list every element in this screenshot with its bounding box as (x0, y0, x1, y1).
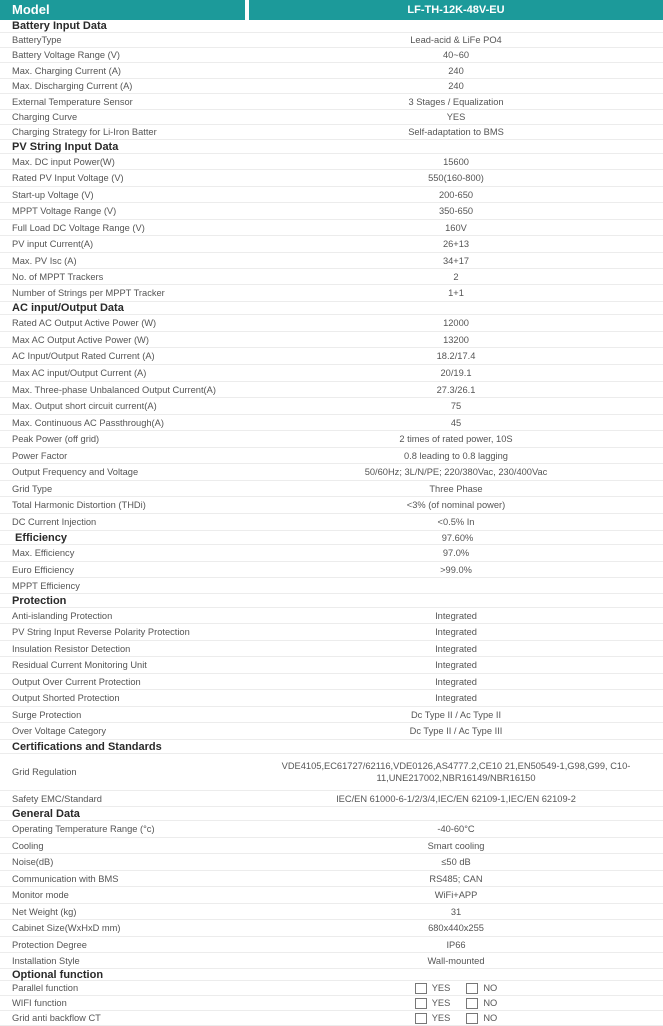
row-value: 18.2/17.4 (436, 351, 476, 361)
row-value: YES (446, 112, 466, 122)
option-label: NO (483, 983, 498, 993)
section-battery (0, 20, 663, 33)
table-row (0, 754, 663, 791)
row-value: 45 (450, 417, 462, 428)
option-label: YES (431, 983, 451, 993)
row-label: Protection Degree (12, 939, 87, 950)
row-label: Euro Efficiency (12, 564, 74, 575)
row-label: Total Harmonic Distortion (THDi) (12, 500, 146, 510)
row-value: <0.5% In (437, 517, 475, 527)
row-label: Battery Voltage Range (V) (12, 50, 121, 60)
section-ac-io (0, 302, 663, 315)
row-label: Number of Strings per MPPT Tracker (12, 288, 165, 298)
section-certifications (0, 740, 663, 754)
row-value: VDE4105,EC61727/62116,VDE0126,AS4777.2,CE10 21,EN50549-1,G98,G99, C10-11,UNE217002,NBR16149/NBR16150 (281, 761, 631, 783)
row-value: Integrated (435, 676, 477, 687)
section-title: AC input/Output Data (12, 302, 124, 314)
row-value: 75 (450, 401, 462, 411)
row-value: IP66 (446, 939, 466, 950)
table-row (0, 1011, 663, 1026)
row-label: Max. Charging Current (A) (12, 65, 122, 76)
row-label: Full Load DC Voltage Range (V) (12, 222, 145, 233)
row-label: Installation Style (12, 955, 80, 966)
table-row (0, 854, 663, 871)
row-label: Charging Strategy for Li-Iron Batter (12, 127, 157, 137)
table-row (0, 887, 663, 904)
row-value: Dc Type II / Ac Type III (409, 726, 503, 736)
row-label: Anti-islanding Protection (12, 610, 113, 621)
row-label: Monitor mode (12, 890, 69, 900)
model-value: LF-TH-12K-48V-EU (249, 0, 663, 20)
table-row (0, 33, 663, 48)
table-row (0, 562, 663, 578)
row-label: Safety EMC/Standard (12, 793, 102, 804)
table-row (0, 707, 663, 723)
row-label: Output Over Current Protection (12, 676, 141, 687)
table-row (0, 838, 663, 854)
row-value: 26+13 (442, 239, 470, 249)
row-label: DC Current Injection (12, 517, 97, 527)
row-value: 50/60Hz; 3L/N/PE; 220/380Vac, 230/400Vac (364, 467, 548, 477)
row-value: Smart cooling (427, 840, 485, 851)
row-value: 160V (445, 222, 467, 233)
table-row (0, 578, 663, 594)
row-label: Max. Three-phase Unbalanced Output Current(A) (12, 384, 216, 395)
row-label: Peak Power (off grid) (12, 434, 100, 444)
row-label: Grid Regulation (12, 767, 77, 777)
row-label: Output Frequency and Voltage (12, 467, 139, 477)
row-label: Max AC Output Active Power (W) (12, 334, 149, 345)
row-value: 2 times of rated power, 10S (399, 434, 513, 444)
row-value: WiFi+APP (434, 890, 478, 900)
row-value: Integrated (435, 693, 477, 703)
row-label: Max. Output short circuit current(A) (12, 401, 157, 411)
checkbox[interactable] (415, 998, 427, 1009)
section-title: PV String Input Data (12, 140, 119, 153)
option-group (249, 1011, 663, 1025)
row-label: Net Weight (kg) (12, 906, 77, 917)
table-row (0, 170, 663, 187)
option-yes[interactable] (415, 1012, 451, 1024)
row-label: Max. DC input Power(W) (12, 156, 115, 167)
table-row (0, 996, 663, 1011)
option-yes[interactable] (415, 997, 451, 1009)
row-label: No. of MPPT Trackers (12, 271, 104, 282)
row-value: 550(160-800) (428, 173, 484, 183)
row-value: Wall-mounted (427, 955, 485, 966)
section-optional (0, 969, 663, 981)
table-row (0, 110, 663, 125)
table-row (0, 187, 663, 203)
table-row (0, 981, 663, 996)
checkbox[interactable] (466, 983, 478, 994)
row-label: External Temperature Sensor (12, 96, 133, 107)
table-row (0, 624, 663, 641)
row-value: 20/19.1 (440, 368, 472, 378)
table-row (0, 481, 663, 497)
table-row (0, 48, 663, 63)
row-label: PV String Input Reverse Polarity Protection (12, 627, 190, 637)
row-value: 200-650 (438, 189, 474, 200)
table-row (0, 398, 663, 415)
table-row (0, 904, 663, 920)
row-label: Charging Curve (12, 112, 78, 122)
option-no[interactable] (466, 1012, 497, 1024)
option-group (249, 996, 663, 1010)
row-value: <3% (of nominal power) (406, 500, 506, 510)
section-title: Protection (12, 594, 67, 607)
table-row (0, 203, 663, 220)
section-title: Battery Input Data (12, 20, 107, 32)
row-value: Integrated (435, 627, 477, 637)
row-label: Over Voltage Category (12, 726, 107, 736)
table-row (0, 365, 663, 382)
table-row (0, 332, 663, 348)
table-row (0, 821, 663, 838)
table-row (0, 674, 663, 690)
row-label: Operating Temperature Range (°c) (12, 824, 155, 834)
row-value: 350-650 (438, 206, 474, 216)
row-label: Grid anti backflow CT (12, 1013, 101, 1023)
row-value: 27.3/26.1 (436, 384, 476, 395)
option-no[interactable] (466, 982, 497, 994)
row-value: 12000 (443, 318, 469, 328)
table-row (0, 497, 663, 514)
row-value: 240 (448, 65, 464, 76)
row-value: Integrated (435, 643, 477, 654)
table-row (0, 415, 663, 431)
row-value: Integrated (435, 610, 477, 621)
row-value: IEC/EN 61000-6-1/2/3/4,IEC/EN 62109-1,IEC/EN 62109-2 (336, 793, 576, 804)
row-label: BatteryType (12, 35, 62, 45)
table-row (0, 791, 663, 807)
row-label: Max. Efficiency (12, 548, 75, 558)
table-row (0, 348, 663, 365)
row-label: Insulation Resistor Detection (12, 643, 131, 654)
table-row (0, 253, 663, 269)
section-title: General Data (12, 807, 80, 820)
section-title: Efficiency (15, 531, 67, 544)
table-row (0, 431, 663, 448)
row-label: PV input Current(A) (12, 239, 94, 249)
table-row (0, 220, 663, 236)
table-row (0, 63, 663, 79)
row-label: Grid Type (12, 483, 53, 494)
row-value: -40-60°C (437, 824, 475, 834)
table-row (0, 125, 663, 140)
row-value: 2 (453, 271, 459, 282)
checkbox[interactable] (415, 1013, 427, 1024)
table-header (0, 0, 663, 20)
table-row (0, 871, 663, 887)
model-label: Model (0, 0, 245, 20)
row-label: MPPT Voltage Range (V) (12, 206, 117, 216)
row-value (249, 578, 663, 593)
row-value: Integrated (435, 660, 477, 670)
row-label: Max. Continuous AC Passthrough(A) (12, 417, 164, 428)
section-title: Certifications and Standards (12, 740, 162, 753)
table-row (0, 448, 663, 464)
table-row (0, 953, 663, 969)
row-label: Cooling (12, 840, 44, 851)
row-value: 240 (448, 81, 464, 91)
row-value: 15600 (443, 156, 469, 167)
row-label: Cabinet Size(WxHxD mm) (12, 923, 121, 933)
row-value: RS485; CAN (429, 873, 483, 884)
row-value: 0.8 leading to 0.8 lagging (404, 450, 508, 461)
row-value: 3 Stages / Equalization (408, 96, 504, 107)
table-row (0, 545, 663, 562)
row-label: WIFI function (12, 998, 67, 1008)
option-label: NO (483, 1013, 498, 1023)
section-efficiency (0, 531, 663, 545)
table-row (0, 690, 663, 707)
table-row (0, 464, 663, 481)
row-label: Noise(dB) (12, 857, 54, 867)
checkbox[interactable] (466, 998, 478, 1009)
table-row (0, 285, 663, 302)
table-row (0, 608, 663, 624)
option-label: YES (431, 998, 451, 1008)
row-value: Three Phase (429, 483, 483, 494)
row-label: Surge Protection (12, 709, 82, 720)
table-row (0, 920, 663, 937)
row-label: Max AC input/Output Current (A) (12, 368, 147, 378)
row-value: Dc Type II / Ac Type II (410, 709, 502, 720)
row-label: Start-up Voltage (V) (12, 189, 94, 200)
row-value: ≤50 dB (441, 857, 471, 867)
row-label: Rated AC Output Active Power (W) (12, 318, 157, 328)
option-label: YES (431, 1013, 451, 1023)
table-row (0, 94, 663, 110)
option-yes[interactable] (415, 982, 451, 994)
table-row (0, 723, 663, 740)
table-row (0, 154, 663, 170)
section-general (0, 807, 663, 821)
option-no[interactable] (466, 997, 497, 1009)
table-row (0, 641, 663, 657)
row-label: AC Input/Output Rated Current (A) (12, 351, 155, 361)
row-label: Max. PV Isc (A) (12, 255, 77, 266)
table-row (0, 236, 663, 253)
section-value: 97.60% (441, 532, 474, 543)
row-value: 97.0% (442, 548, 470, 558)
row-label: Residual Current Monitoring Unit (12, 660, 147, 670)
row-value: Lead-acid & LiFe PO4 (410, 35, 502, 45)
table-row (0, 382, 663, 398)
row-value: >99.0% (440, 564, 472, 575)
table-row (0, 937, 663, 953)
row-label: MPPT Efficiency (12, 580, 80, 591)
table-row (0, 514, 663, 531)
row-label: Max. Discharging Current (A) (12, 81, 133, 91)
table-row (0, 269, 663, 285)
row-value: 34+17 (442, 255, 470, 266)
table-row (0, 657, 663, 674)
row-label: Parallel function (12, 983, 79, 993)
section-protection (0, 594, 663, 608)
row-value: 13200 (443, 334, 469, 345)
row-label: Power Factor (12, 450, 68, 461)
checkbox[interactable] (466, 1013, 478, 1024)
section-title: Optional function (12, 968, 104, 981)
row-label: Communication with BMS (12, 873, 119, 884)
row-value: Self-adaptation to BMS (408, 127, 504, 137)
row-label: Output Shorted Protection (12, 693, 120, 703)
row-value: 31 (450, 906, 462, 917)
spec-body (0, 20, 663, 1026)
checkbox[interactable] (415, 983, 427, 994)
option-label: NO (483, 998, 498, 1008)
row-value: 40~60 (442, 50, 470, 60)
row-value: 1+1 (448, 288, 464, 298)
table-row (0, 315, 663, 332)
row-label: Rated PV Input Voltage (V) (12, 173, 124, 183)
table-row (0, 79, 663, 94)
row-value: 680x440x255 (428, 923, 484, 933)
section-pv-string (0, 140, 663, 154)
option-group (249, 981, 663, 995)
